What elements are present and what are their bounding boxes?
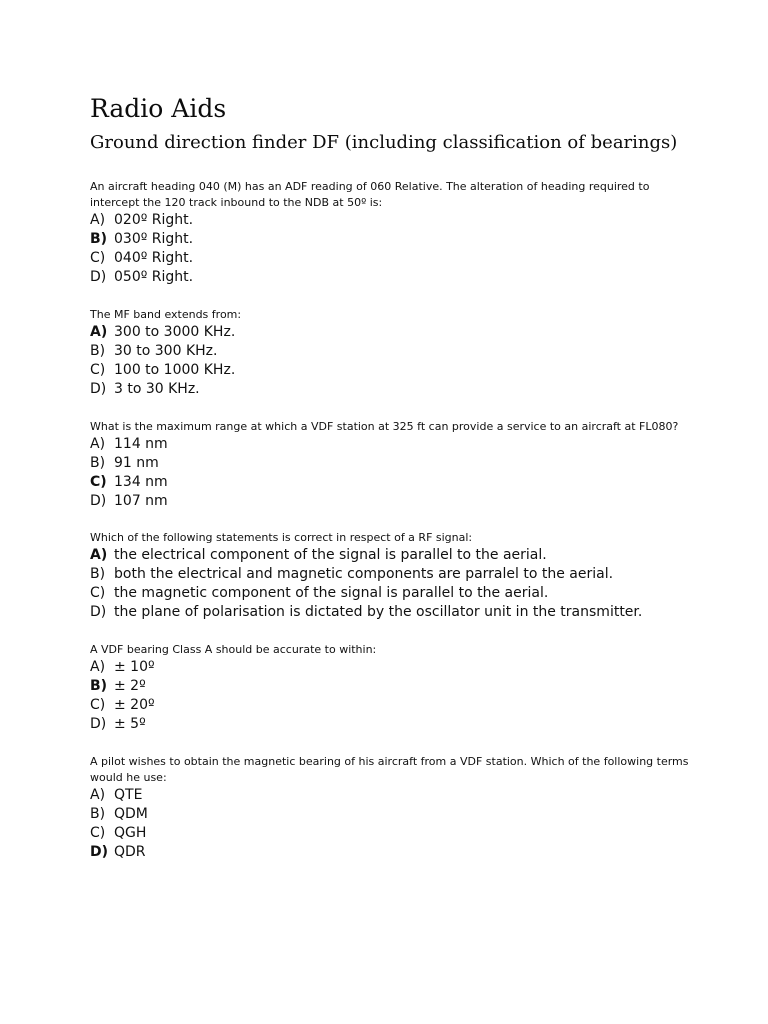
answer-text: 020º Right. [114, 212, 194, 228]
answer-letter: B) [90, 566, 106, 582]
answer-text: 050º Right. [114, 269, 194, 285]
correct-answer-letter: D) [90, 844, 109, 860]
answer-options [90, 323, 690, 399]
answer-text: QTE [114, 787, 143, 803]
answer-text: 040º Right. [114, 250, 194, 266]
answer-options [90, 546, 690, 622]
answer-letter: C) [90, 250, 106, 266]
answer-letter: C) [90, 825, 106, 841]
answer-letter: D) [90, 604, 107, 620]
answer-option [90, 473, 690, 492]
answer-text: 100 to 1000 KHz. [114, 362, 236, 378]
answer-option [90, 361, 690, 380]
answer-option [90, 805, 690, 824]
correct-answer-letter: A) [90, 324, 108, 340]
answer-text: QDM [114, 806, 148, 822]
answer-letter: C) [90, 362, 106, 378]
answer-letter: A) [90, 436, 106, 452]
question-text: A VDF bearing Class A should be accurate to within: [90, 643, 377, 656]
answer-letter: A) [90, 787, 106, 803]
answer-options [90, 435, 690, 511]
question-list [90, 179, 690, 862]
answer-letter: C) [90, 697, 106, 713]
answer-letter: B) [90, 455, 106, 471]
answer-text: 300 to 3000 KHz. [114, 324, 236, 340]
document-page [90, 92, 690, 862]
answer-letter: D) [90, 493, 107, 509]
answer-text: 030º Right. [114, 231, 194, 247]
answer-text: both the electrical and magnetic components are parralel to the aerial. [114, 566, 614, 582]
question-text: Which of the following statements is correct in respect of a RF signal: [90, 531, 473, 544]
answer-option [90, 546, 690, 565]
answer-option [90, 435, 690, 454]
answer-letter: A) [90, 659, 106, 675]
answer-option [90, 658, 690, 677]
answer-option [90, 249, 690, 268]
answer-option [90, 715, 690, 734]
answer-text: QDR [114, 844, 146, 860]
correct-answer-letter: B) [90, 231, 108, 247]
answer-option [90, 492, 690, 511]
answer-option [90, 786, 690, 805]
answer-option [90, 824, 690, 843]
answer-text: ± 20º [114, 697, 155, 713]
document-title: Radio Aids [90, 94, 227, 123]
answer-text: 30 to 300 KHz. [114, 343, 218, 359]
correct-answer-letter: C) [90, 474, 107, 490]
answer-text: ± 2º [114, 678, 146, 694]
answer-text: 3 to 30 KHz. [114, 381, 200, 397]
correct-answer-letter: A) [90, 547, 108, 563]
answer-text: 134 nm [114, 474, 168, 490]
question-block [90, 179, 690, 287]
document-subtitle: Ground direction finder DF (including classification of bearings) [90, 132, 678, 153]
question-block [90, 419, 690, 511]
answer-option [90, 342, 690, 361]
answer-options [90, 658, 690, 734]
answer-letter: D) [90, 716, 107, 732]
answer-option [90, 677, 690, 696]
answer-letter: B) [90, 806, 106, 822]
answer-text: 107 nm [114, 493, 168, 509]
question-text: What is the maximum range at which a VDF station at 325 ft can provide a service to an aircraft at FL080? [90, 420, 679, 433]
answer-letter: B) [90, 343, 106, 359]
answer-option [90, 454, 690, 473]
answer-option [90, 843, 690, 862]
correct-answer-letter: B) [90, 678, 108, 694]
question-block [90, 530, 690, 622]
answer-options [90, 211, 690, 287]
answer-text: ± 10º [114, 659, 155, 675]
answer-letter: D) [90, 381, 107, 397]
question-text: A pilot wishes to obtain the magnetic bearing of his aircraft from a VDF station. Which of the following terms would he use: [90, 755, 689, 784]
answer-option [90, 565, 690, 584]
question-text: The MF band extends from: [90, 308, 242, 321]
answer-option [90, 268, 690, 287]
answer-text: the plane of polarisation is dictated by the oscillator unit in the transmitter. [114, 604, 643, 620]
answer-option [90, 323, 690, 342]
answer-letter: A) [90, 212, 106, 228]
answer-option [90, 380, 690, 399]
answer-text: QGH [114, 825, 147, 841]
answer-text: 114 nm [114, 436, 168, 452]
answer-option [90, 603, 690, 622]
answer-option [90, 211, 690, 230]
answer-option [90, 230, 690, 249]
answer-text: the magnetic component of the signal is parallel to the aerial. [114, 585, 549, 601]
answer-options [90, 786, 690, 862]
answer-letter: D) [90, 269, 107, 285]
answer-text: 91 nm [114, 455, 159, 471]
answer-text: ± 5º [114, 716, 146, 732]
answer-option [90, 584, 690, 603]
answer-option [90, 696, 690, 715]
answer-letter: C) [90, 585, 106, 601]
question-block [90, 307, 690, 399]
question-text: An aircraft heading 040 (M) has an ADF reading of 060 Relative. The alteration of heading required to intercept the 120 track inbound to the NDB at 50º is: [90, 180, 650, 209]
question-block [90, 754, 690, 862]
answer-text: the electrical component of the signal is parallel to the aerial. [114, 547, 547, 563]
question-block [90, 642, 690, 734]
